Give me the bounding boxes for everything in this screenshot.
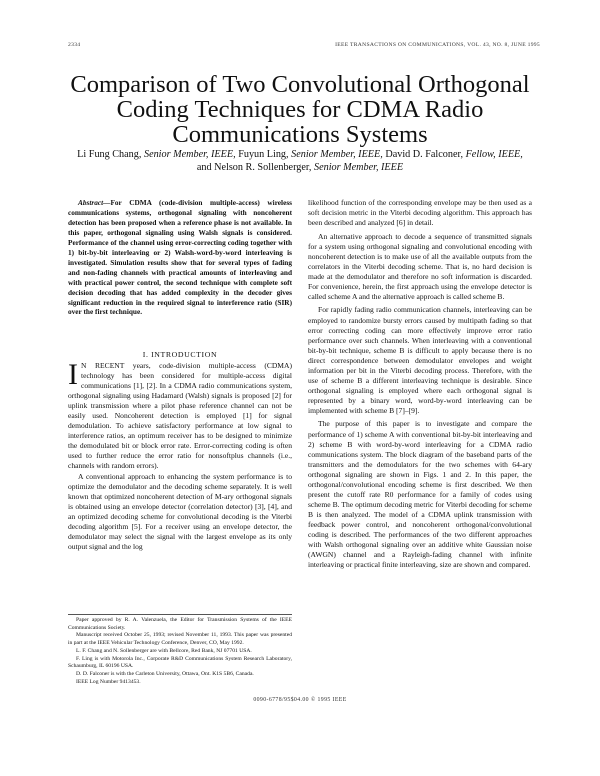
copyright-id: 0090-6778/95$04.00 © 1995 IEEE: [253, 697, 347, 703]
footnote-affil-3: D. D. Falconer is with the Carleton University, Ottawa, Ont. K1S 5B6, Canada.: [76, 670, 254, 677]
author-3-role: Fellow, IEEE,: [465, 149, 523, 160]
right-paragraph-1: likelihood function of the corresponding envelope may be then used as a soft decision metric in the Viterbi decoding algorithm. This approach has been described and analyzed [6] in detail.: [308, 198, 532, 228]
page-number: 2334: [68, 42, 81, 48]
abstract: [68, 198, 292, 317]
right-paragraph-4: The purpose of this paper is to investigate and compare the performance of 1) scheme A with conventional bit-by-bit interleaving and 2) scheme B with word-by-word interleaving for a CDMA radio communications system. The block diagram of the baseband parts of the transmitters and the demodulators for the two schemes with 64-ary orthogonal signaling are shown in Figs. 1 and 2. In this paper, the orthogonal/convolutional encoding scheme is first described. We then present the cutoff rate R0 performance for a family of codes using scheme B. The optimum decoding metric for Viterbi decoding for scheme B is then analyzed. The model of a CDMA uplink transmission with feedback power control, and noncoherent orthogonal/convolutional coding is described. The performances of the two different approaches with Walsh orthogonal signaling over an additive white Gaussian noise (AWGN) channel and a Rayleigh-fading channel with infinite interleaving or practical finite interleaving, size are shown and compared.: [308, 419, 532, 570]
author-1-name: Li Fung Chang,: [77, 149, 142, 160]
paper-title: [60, 72, 540, 147]
right-column-body: [308, 198, 532, 574]
author-2-name: Fuyun Ling,: [238, 149, 289, 160]
intro-paragraph-1: [68, 358, 292, 472]
footnote-received: Manuscript received October 25, 1993; revised November 11, 1993. This paper was presented in part at the IEEE Vehicular Technology Conference, Denver, CO, May 1992.: [68, 632, 292, 647]
section-heading: I. INTRODUCTION: [142, 350, 218, 359]
journal-header: IEEE TRANSACTIONS ON COMMUNICATIONS, VOL. 43, NO. 8, JUNE 1995: [335, 42, 540, 48]
footnotes: [68, 617, 292, 686]
abstract-text: For CDMA (code-division multiple-access) wireless communications systems, orthogonal signaling with noncoherent detection has been proposed when a reference phase is not available. In this paper, orthogonal signaling using Walsh signals is considered. Performance of the channel using error-correcting coding together with 1) bit-by-bit interleaving or 2) Walsh-word-by-word interleaving is investigated. Simulation results show that for several types of fading and non-fading channels with practical amounts of interleaving and with practical power control, the second technique with complete soft decision decoding that has added complexity in the decoder gives significant reduction in the required signal to interference ratio (SIR) over the first technique.: [68, 198, 292, 317]
author-4-name: and Nelson R. Sollenberger,: [196, 162, 312, 173]
right-paragraph-3: For rapidly fading radio communication channels, interleaving can be employed to randomize bursty errors caused by multipath fading so that error correcting coding can more effectively improve error ratio performance over such channels. When interleaving with a conventional bit-by-bit technique, scheme B is difficult to apply because there is no direct correspondence between demodulator envelopes and weight information per bit in the Viterbi decoding process. Therefore, with the use of scheme B a different interleaving technique is desirable. Since orthogonal signaling is employed where each orthogonal signal is represented by a binary word, word-by-word interleaving can be implemented with scheme B [7]–[9].: [308, 305, 532, 415]
footnote-rule: [68, 614, 292, 615]
title-line-2: Coding Techniques for CDMA Radio: [116, 96, 484, 123]
footnote-log: IEEE Log Number 9413453.: [76, 678, 141, 685]
introduction-body: [68, 358, 292, 552]
abstract-label: Abstract—: [78, 198, 111, 207]
footnote-affil-2: F. Ling is with Motorola Inc., Corporate R&D Communications System Research Laboratory, Schaumburg, IL 60196 USA.: [68, 655, 292, 670]
author-2-role: Senior Member, IEEE,: [291, 149, 383, 160]
author-list: [70, 148, 530, 174]
title-line-3: Communications Systems: [172, 121, 428, 148]
right-paragraph-2: An alternative approach to decode a sequence of transmitted signals for a system using orthogonal signaling and convolutional encoding with noncoherent detection is to make use of all the available outputs from the correlators in the Viterbi decoding scheme. That is, no hard decision is made at the demodulator and therefore no soft information is discarded. For convenience, herein, the first approach using the envelope detector is called scheme A and the alternative approach is called scheme B.: [308, 231, 532, 301]
intro-paragraph-2: A conventional approach to enhancing the system performance is to optimize the demodulator and the decoding scheme separately. It is well known that optimized noncoherent detection of M-ary orthogonal signals is obtained using an envelope detector (correlation detector) [3], [4], and an optimized decoding scheme for convolutional decoding is the Viterbi decoding algorithm [5]. For a receiver using an envelope detector, the demodulator may select the signal with the largest envelope as its only output signal and the log: [68, 471, 292, 551]
author-1-role: Senior Member, IEEE,: [143, 149, 236, 160]
footnote-affil-1: L. F. Chang and N. Sollenberger are with Bellcore, Red Bank, NJ 07701 USA.: [76, 647, 252, 654]
drop-cap: I: [68, 358, 78, 391]
footnote-editor: Paper approved by R. A. Valenzuela, the Editor for Transmission Systems of the IEEE Communications Society.: [68, 617, 292, 631]
title-line-1: Comparison of Two Convolutional Orthogonal: [70, 71, 530, 98]
intro-p1-text: N RECENT years, code-division multiple-access (CDMA) technology has been considered for multiple-access digital communications [1], [2]. In a CDMA radio communications system, orthogonal signaling using Hadamard (Walsh) signals is proposed [2] for uplink transmission where a pilot phase reference channel can not be easily used. Noncoherent detection is employed [1] for signal demodulation. To achieve satisfactory performance at low signal to interference ratios, an optimum receiver has to be designed to minimize the demodulated bit or block error rate. Error-correcting coding is often used to further reduce the error ratio for nonsoftplus channels (i.e., channels with random errors).: [68, 361, 292, 471]
author-4-role: Senior Member, IEEE: [313, 162, 404, 173]
author-3-name: David D. Falconer,: [385, 149, 464, 160]
